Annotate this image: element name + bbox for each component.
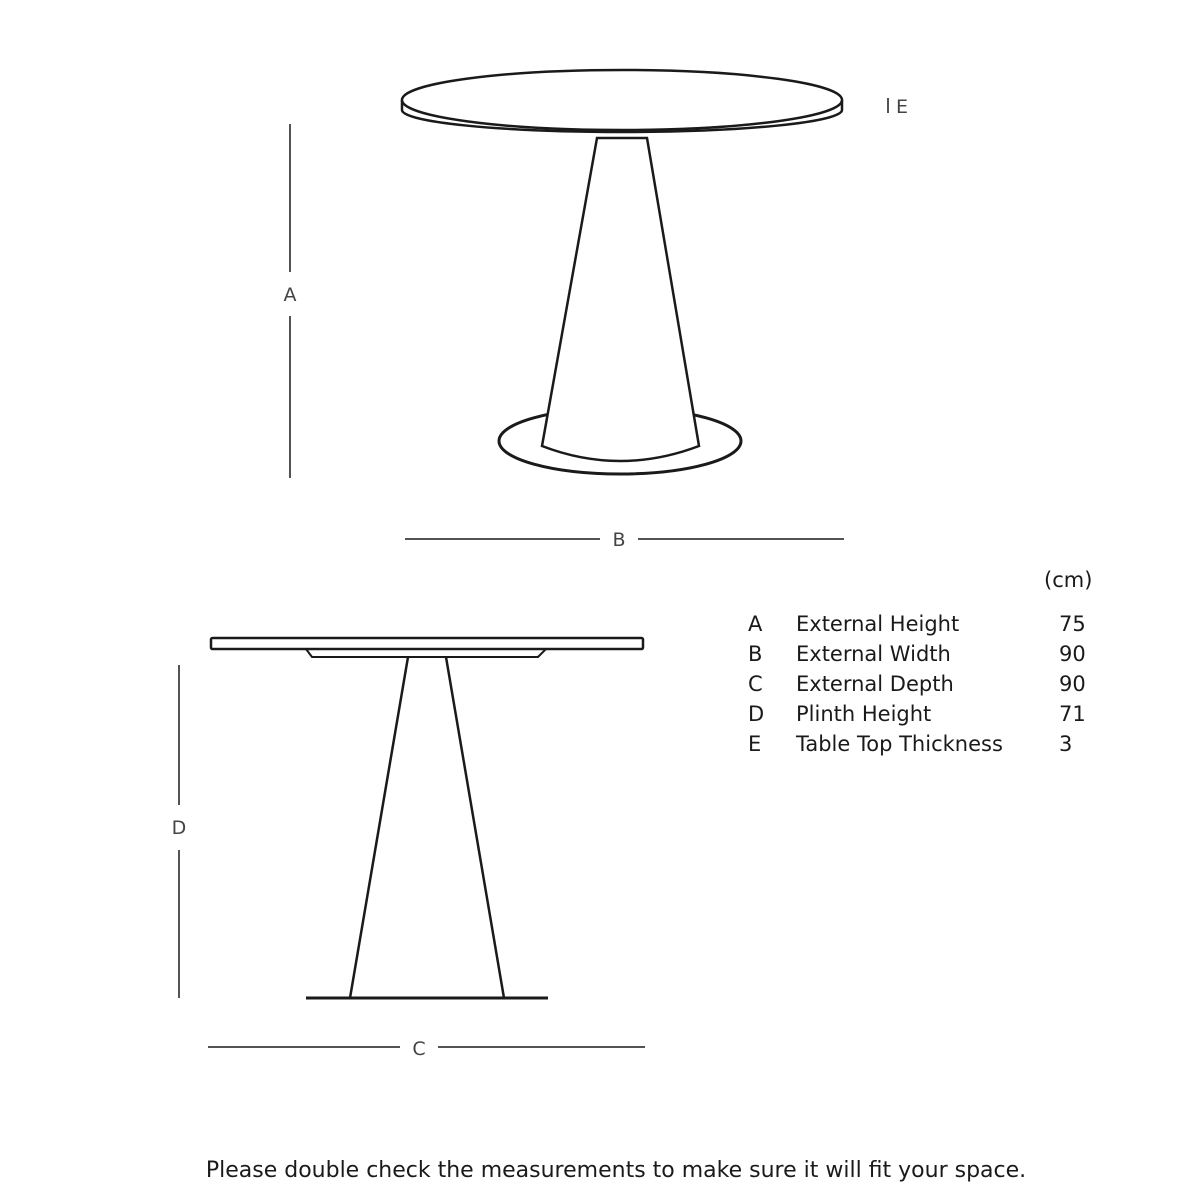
spec-row bbox=[746, 732, 1096, 762]
spec-value: 90 bbox=[1059, 672, 1086, 696]
dim-e-label: E bbox=[896, 96, 909, 118]
perspective-view bbox=[402, 70, 842, 474]
spec-value: 3 bbox=[1059, 732, 1073, 756]
spec-letter: A bbox=[748, 612, 763, 636]
spec-name: External Depth bbox=[796, 672, 954, 696]
dim-b-label: B bbox=[612, 529, 626, 551]
dim-d-label: D bbox=[171, 817, 187, 839]
spec-row bbox=[746, 642, 1096, 672]
dim-c-label: C bbox=[412, 1038, 426, 1060]
spec-letter: C bbox=[748, 672, 763, 696]
spec-letter: D bbox=[748, 702, 765, 726]
side-tabletop bbox=[211, 638, 643, 649]
spec-row bbox=[746, 702, 1096, 732]
tabletop-ellipse bbox=[402, 70, 842, 130]
footer-note: Please double check the measurements to make sure it will fit your space. bbox=[205, 1158, 1027, 1183]
spec-value: 71 bbox=[1059, 702, 1086, 726]
spec-name: External Height bbox=[796, 612, 960, 636]
spec-row bbox=[746, 672, 1096, 702]
spec-letter: B bbox=[748, 642, 763, 666]
spec-name: Table Top Thickness bbox=[796, 732, 1003, 756]
spec-name: External Width bbox=[796, 642, 951, 666]
spec-letter: E bbox=[748, 732, 762, 756]
spec-value: 75 bbox=[1059, 612, 1086, 636]
spec-row bbox=[746, 612, 1096, 642]
spec-value: 90 bbox=[1059, 642, 1086, 666]
side-view bbox=[211, 638, 643, 998]
dim-a-label: A bbox=[283, 284, 297, 306]
side-leg-right bbox=[446, 657, 504, 998]
spec-name: Plinth Height bbox=[796, 702, 932, 726]
side-leg-left bbox=[350, 657, 408, 998]
cone-column bbox=[542, 138, 699, 461]
unit-label: (cm) bbox=[1044, 568, 1093, 592]
